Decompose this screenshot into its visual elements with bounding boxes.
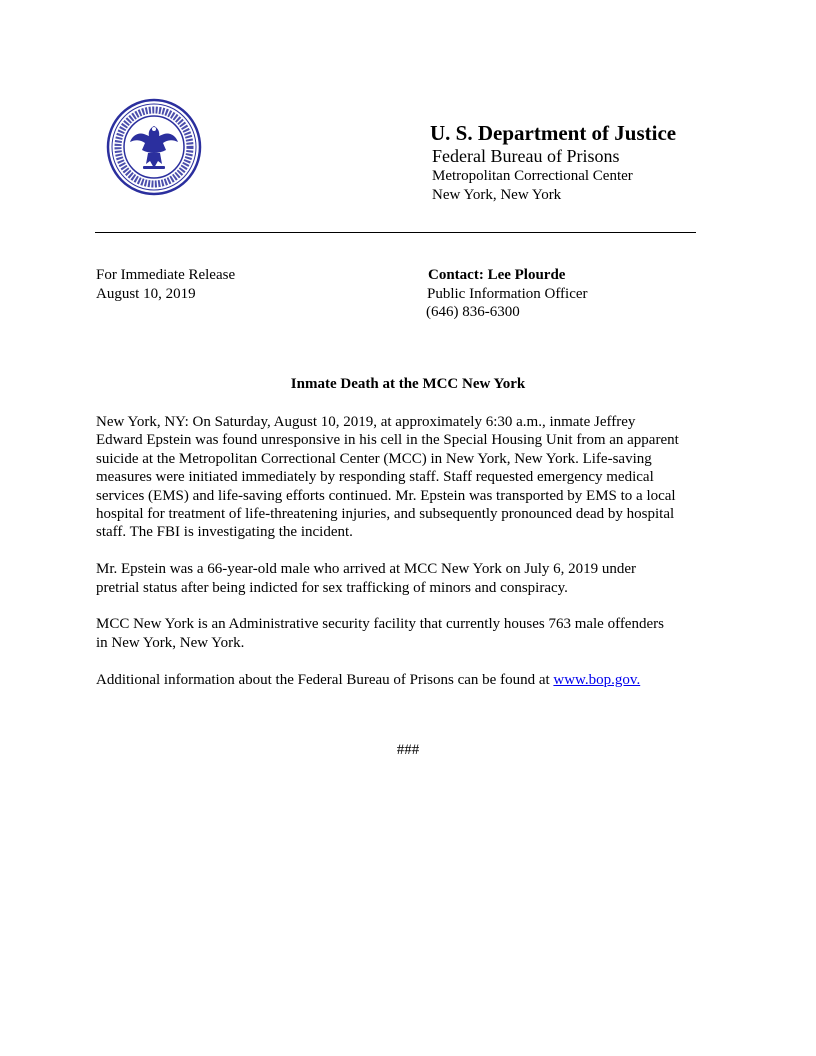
paragraph-line: staff. The FBI is investigating the incident. [96, 524, 353, 541]
paragraph-1 [96, 413, 736, 542]
department-title: U. S. Department of Justice [430, 121, 677, 145]
paragraph-line: services (EMS) and life-saving efforts continued. Mr. Epstein was transported by EMS to a local [96, 487, 676, 504]
paragraph-line: hospital for treatment of life-threatening injuries, and subsequently pronounced dead by hospital [96, 506, 675, 523]
paragraph-line: New York, NY: On Saturday, August 10, 2019, at approximately 6:30 a.m., inmate Jeffrey [96, 414, 636, 430]
press-release-headline: Inmate Death at the MCC New York [290, 376, 526, 392]
press-release-body [96, 413, 736, 707]
paragraph-2 [96, 560, 736, 597]
paragraph-line: Mr. Epstein was a 66-year-old male who arrived at MCC New York on July 6, 2019 under [96, 561, 637, 578]
bureau-name: Federal Bureau of Prisons [432, 146, 620, 166]
contact-info [426, 266, 588, 322]
paragraph-line: measures were initiated immediately by responding staff. Staff requested emergency medical [96, 469, 654, 486]
paragraph-line: suicide at the Metropolitan Correctional Center (MCC) in New York, New York. Life-saving [96, 450, 652, 467]
paragraph-line: in New York, New York. [96, 634, 245, 651]
release-info [96, 266, 235, 303]
facility-city: New York, New York [432, 187, 562, 203]
doj-seal-icon [106, 98, 202, 196]
paragraph-4-text: Additional information about the Federal Bureau of Prisons can be found at [96, 671, 554, 688]
paragraph-line: pretrial status after being indicted for sex trafficking of minors and conspiracy. [96, 579, 568, 596]
release-label: For Immediate Release [96, 267, 236, 283]
paragraph-line: MCC New York is an Administrative security facility that currently houses 763 male offenders [96, 616, 664, 633]
paragraph-3 [96, 615, 736, 652]
contact-phone: (646) 836-6300 [426, 304, 520, 320]
bop-website-link[interactable]: www.bop.gov. [553, 671, 641, 688]
paragraph-4 [96, 671, 736, 689]
end-mark: ### [396, 742, 420, 758]
contact-name: Contact: Lee Plourde [428, 267, 566, 283]
release-date: August 10, 2019 [96, 285, 196, 302]
facility-name: Metropolitan Correctional Center [432, 168, 633, 184]
header-divider [95, 232, 696, 233]
contact-role: Public Information Officer [427, 285, 588, 302]
paragraph-line: Edward Epstein was found unresponsive in his cell in the Special Housing Unit from an apparent [96, 432, 679, 449]
letterhead [430, 121, 676, 205]
